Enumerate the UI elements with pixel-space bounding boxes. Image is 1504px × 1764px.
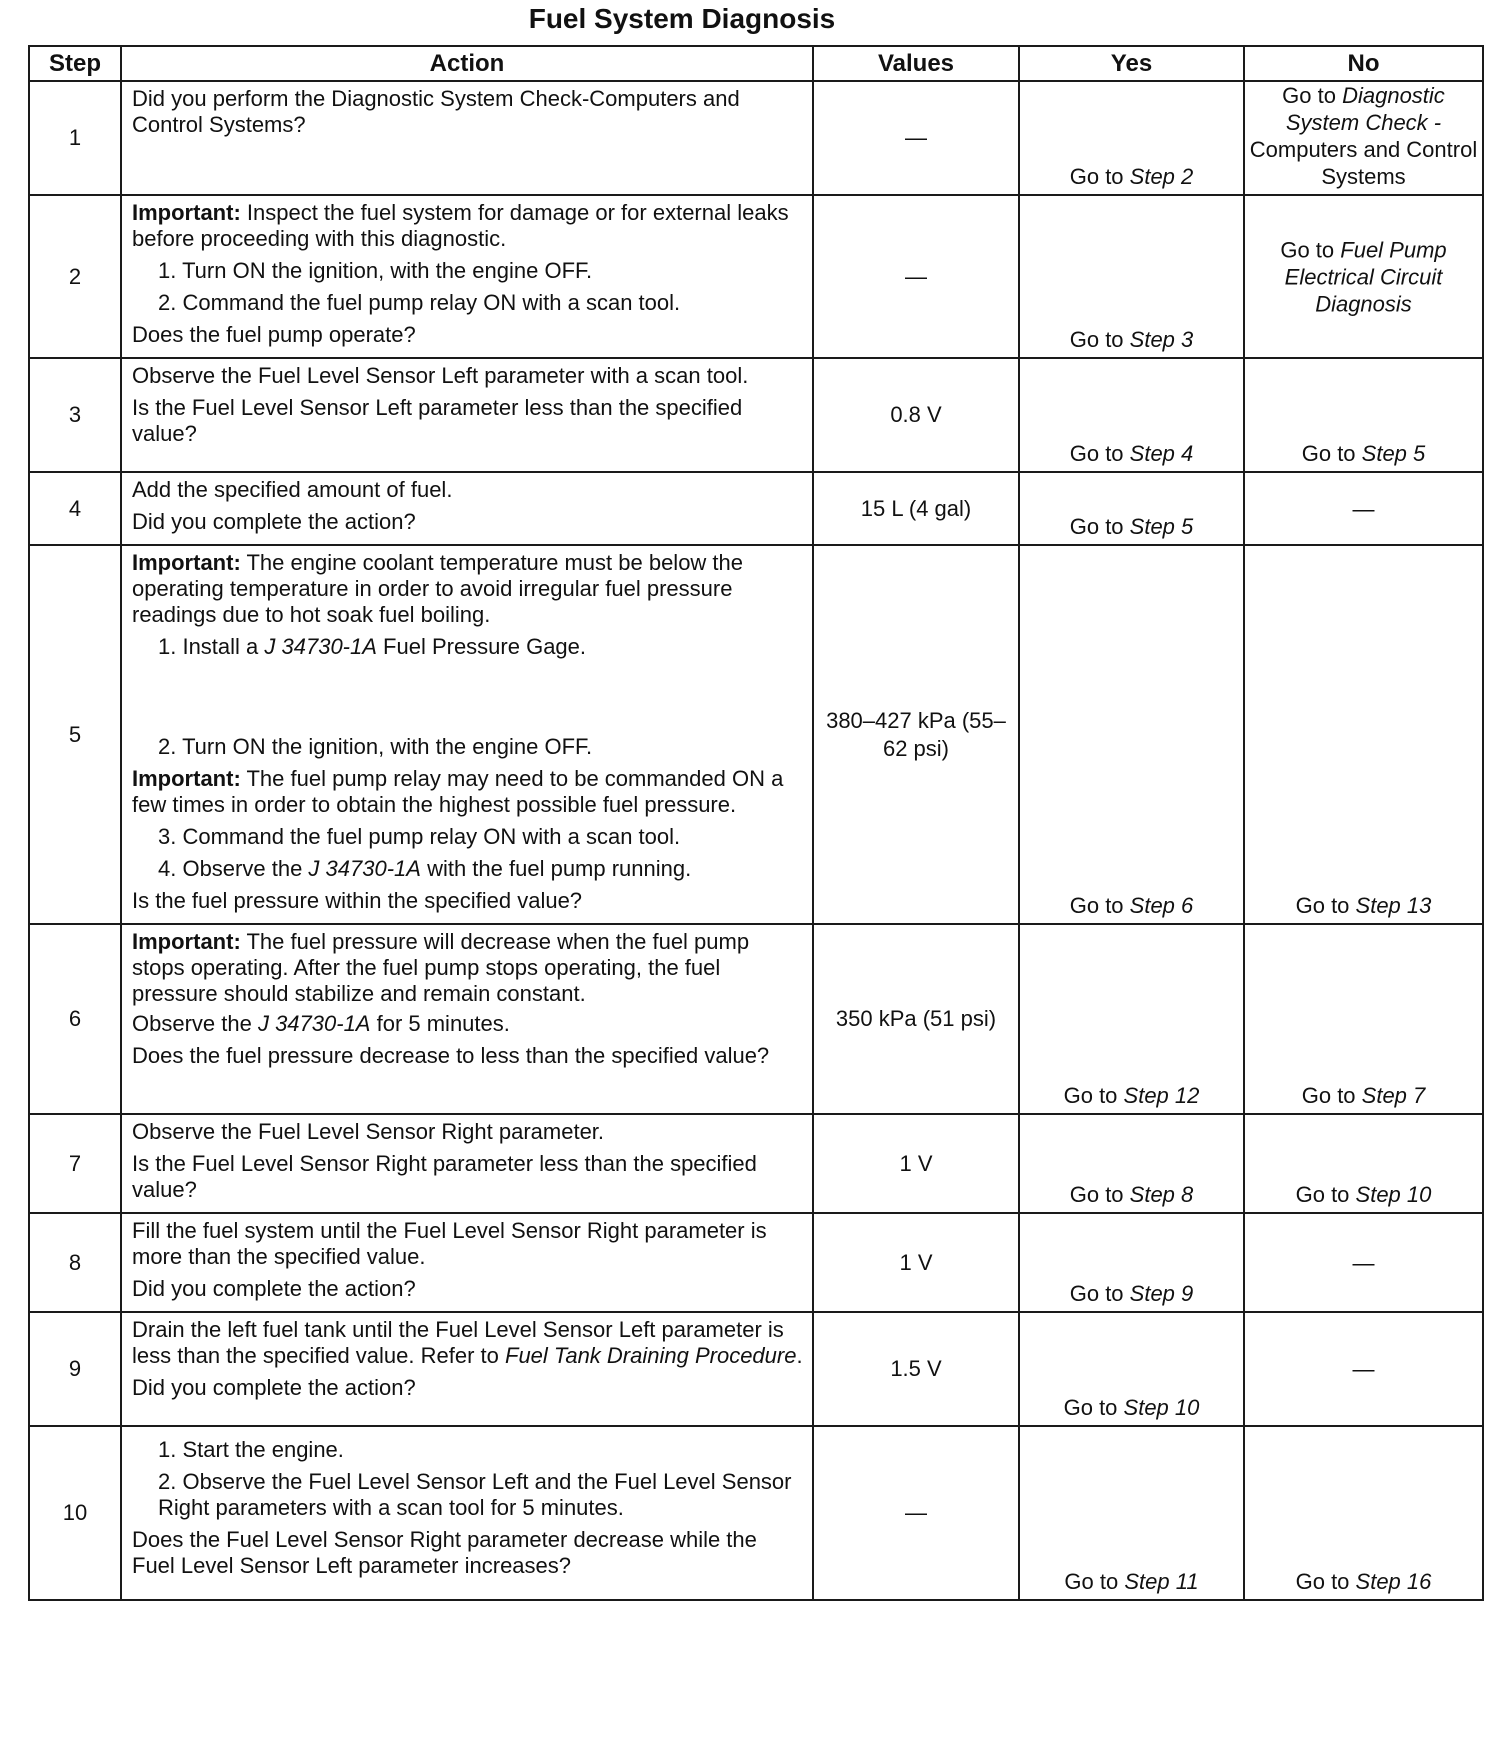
no-go-to <box>1245 82 1482 190</box>
go-to-prefix: Go to <box>1063 1083 1124 1108</box>
step-number: 3 <box>29 358 121 472</box>
go-to-prefix: Go to <box>1301 441 1362 466</box>
specified-value: — <box>813 1426 1019 1600</box>
go-to-prefix: Go to <box>1069 327 1130 352</box>
action-cell <box>121 358 813 472</box>
action-cell <box>121 924 813 1114</box>
go-to-prefix: Go to <box>1069 893 1130 918</box>
action-cell <box>121 545 813 924</box>
go-to-prefix: Go to <box>1069 1182 1130 1207</box>
step-number: 6 <box>29 924 121 1114</box>
step-reference: Step 8 <box>1129 1182 1194 1207</box>
specified-value: 15 L (4 gal) <box>813 472 1019 545</box>
step-reference: Step 11 <box>1124 1569 1199 1594</box>
action-question: Did you complete the action? <box>132 1375 416 1400</box>
table-row <box>29 1114 1483 1213</box>
yes-go-to <box>1020 1181 1243 1208</box>
header-step: Step <box>29 46 121 81</box>
specified-value: 0.8 V <box>813 358 1019 472</box>
no-go-to <box>1245 1181 1482 1208</box>
yes-go-to <box>1020 163 1243 190</box>
specified-value: 1.5 V <box>813 1312 1019 1426</box>
action-text: Add the specified amount of fuel. <box>132 477 453 502</box>
no-go-to <box>1245 1568 1482 1595</box>
action-text <box>132 766 804 818</box>
action-text: Fill the fuel system until the Fuel Level Sensor Right parameter is more than the specified value. <box>132 1218 767 1269</box>
important-text: The fuel pump relay may need to be commanded ON a few times in order to obtain the highest possible fuel pressure. <box>132 766 784 817</box>
step-reference: Step 4 <box>1129 441 1194 466</box>
tool-reference: Fuel Tank Draining Procedure <box>505 1343 797 1368</box>
step-reference: Step 3 <box>1129 327 1194 352</box>
step-reference: Step 12 <box>1123 1083 1200 1108</box>
specified-value: — <box>813 195 1019 358</box>
yes-go-to <box>1020 1568 1243 1595</box>
action-question: Is the fuel pressure within the specified value? <box>132 888 583 913</box>
important-text: Inspect the fuel system for damage or for external leaks before proceeding with this diagnostic. <box>132 200 789 251</box>
action-text-part: with the fuel pump running. <box>420 856 692 881</box>
action-text: Observe the Fuel Level Sensor Right parameter. <box>132 1119 605 1144</box>
action-step: 3. Command the fuel pump relay ON with a scan tool. <box>158 824 681 849</box>
yes-cell <box>1019 1114 1244 1213</box>
yes-cell <box>1019 81 1244 195</box>
specified-value: 350 kPa (51 psi) <box>813 924 1019 1114</box>
action-question: Is the Fuel Level Sensor Right parameter less than the specified value? <box>132 1151 757 1202</box>
action-cell <box>121 195 813 358</box>
yes-go-to <box>1020 1280 1243 1307</box>
action-text-part: Drain the left fuel tank until the Fuel Level Sensor Left parameter is less than the specified value. Refer to <box>132 1317 784 1368</box>
header-yes: Yes <box>1019 46 1244 81</box>
step-reference: Step 6 <box>1129 893 1194 918</box>
action-text <box>132 929 804 1007</box>
action-spacer <box>132 666 804 728</box>
step-reference: Step 9 <box>1129 1281 1194 1306</box>
action-cell <box>121 1114 813 1213</box>
yes-go-to <box>1020 1082 1243 1109</box>
action-question: Does the fuel pressure decrease to less than the specified value? <box>132 1043 770 1068</box>
yes-go-to <box>1020 513 1243 540</box>
action-cell <box>121 1312 813 1426</box>
yes-cell <box>1019 1312 1244 1426</box>
step-reference: Step 7 <box>1361 1083 1426 1108</box>
table-body <box>29 81 1483 1600</box>
action-text <box>132 1011 804 1037</box>
action-step: 2. Command the fuel pump relay ON with a scan tool. <box>158 290 681 315</box>
page-title: Fuel System Diagnosis <box>528 3 836 34</box>
step-reference: Step 5 <box>1129 514 1194 539</box>
specified-value: 1 V <box>813 1213 1019 1312</box>
yes-cell <box>1019 358 1244 472</box>
action-text: Did you perform the Diagnostic System Check-Computers and Control Systems? <box>132 86 740 137</box>
action-text-part: for 5 minutes. <box>370 1011 510 1036</box>
step-number: 5 <box>29 545 121 924</box>
go-to-prefix: Go to <box>1301 1083 1362 1108</box>
go-to-prefix: Go to <box>1282 83 1343 108</box>
go-to-prefix: Go to <box>1069 164 1130 189</box>
yes-cell <box>1019 472 1244 545</box>
no-go-to <box>1245 440 1482 467</box>
no-go-to <box>1245 1082 1482 1109</box>
important-label: Important: <box>132 766 241 791</box>
go-to-prefix: Go to <box>1295 1182 1356 1207</box>
header-action: Action <box>121 46 813 81</box>
table-row <box>29 1426 1483 1600</box>
go-to-prefix: Go to <box>1064 1569 1125 1594</box>
no-cell <box>1244 472 1483 545</box>
action-text-part: 1. Install a <box>158 634 265 659</box>
go-to-prefix: Go to <box>1280 237 1341 262</box>
action-text <box>132 550 804 628</box>
action-text-part: 4. Observe the <box>158 856 309 881</box>
reference-suffix: Computers and Control Systems <box>1249 137 1478 189</box>
yes-cell <box>1019 545 1244 924</box>
no-cell <box>1244 1114 1483 1213</box>
important-label: Important: <box>132 550 241 575</box>
table-row <box>29 1213 1483 1312</box>
action-step: 1. Start the engine. <box>158 1437 344 1462</box>
specified-value: 380–427 kPa (55–62 psi) <box>813 545 1019 924</box>
action-step: 2. Observe the Fuel Level Sensor Left and the Fuel Level Sensor Right parameters with a scan tool for 5 minutes. <box>158 1469 792 1520</box>
tool-reference: J 34730-1A <box>264 634 377 659</box>
action-cell <box>121 472 813 545</box>
action-text <box>132 200 804 252</box>
go-to-prefix: Go to <box>1295 1569 1356 1594</box>
table-row <box>29 1312 1483 1426</box>
table-row <box>29 195 1483 358</box>
yes-go-to <box>1020 440 1243 467</box>
important-label: Important: <box>132 929 241 954</box>
step-reference: Step 5 <box>1361 441 1426 466</box>
yes-go-to <box>1020 326 1243 353</box>
specified-value: 1 V <box>813 1114 1019 1213</box>
important-label: Important: <box>132 200 241 225</box>
table-header-row <box>29 46 1483 81</box>
step-reference: Step 16 <box>1355 1569 1432 1594</box>
action-cell <box>121 81 813 195</box>
step-number: 8 <box>29 1213 121 1312</box>
not-applicable-dash: — <box>1352 496 1375 521</box>
step-number: 4 <box>29 472 121 545</box>
no-cell <box>1244 1213 1483 1312</box>
header-no: No <box>1244 46 1483 81</box>
go-to-prefix: Go to <box>1069 441 1130 466</box>
header-values: Values <box>813 46 1019 81</box>
action-question: Did you complete the action? <box>132 509 416 534</box>
important-text: The engine coolant temperature must be below the operating temperature in order to avoid irregular fuel pressure readings due to hot soak fuel boiling. <box>132 550 744 627</box>
action-step: 1. Turn ON the ignition, with the engine OFF. <box>158 258 593 283</box>
no-go-to <box>1245 892 1482 919</box>
go-to-prefix: Go to <box>1063 1395 1124 1420</box>
no-cell <box>1244 358 1483 472</box>
go-to-prefix: Go to <box>1295 893 1356 918</box>
diagnosis-table <box>28 45 1484 1601</box>
specified-value: — <box>813 81 1019 195</box>
important-text: The fuel pressure will decrease when the fuel pump stops operating. After the fuel pump stops operating, the fuel pressure should stabilize and remain constant. <box>132 929 750 1006</box>
yes-cell <box>1019 1426 1244 1600</box>
action-question: Does the fuel pump operate? <box>132 322 416 347</box>
action-cell <box>121 1426 813 1600</box>
no-cell <box>1244 924 1483 1114</box>
step-reference: Diagnostic System Check - <box>1285 83 1445 135</box>
no-cell <box>1244 81 1483 195</box>
step-number: 2 <box>29 195 121 358</box>
not-applicable-dash: — <box>1352 1356 1375 1382</box>
action-step <box>132 634 804 660</box>
step-number: 1 <box>29 81 121 195</box>
action-question: Does the Fuel Level Sensor Right parameter decrease while the Fuel Level Sensor Left parameter increases? <box>132 1527 757 1578</box>
yes-go-to <box>1020 892 1243 919</box>
no-cell <box>1244 1312 1483 1426</box>
step-reference: Fuel Pump Electrical Circuit Diagnosis <box>1284 237 1447 316</box>
action-text-part: . <box>796 1343 803 1368</box>
action-question: Is the Fuel Level Sensor Left parameter less than the specified value? <box>132 395 743 446</box>
action-cell <box>121 1213 813 1312</box>
action-step: 2. Turn ON the ignition, with the engine OFF. <box>158 734 593 759</box>
not-applicable-dash: — <box>1352 1250 1375 1275</box>
no-cell <box>1244 1426 1483 1600</box>
yes-cell <box>1019 924 1244 1114</box>
go-to-prefix: Go to <box>1069 1281 1130 1306</box>
action-text-part: Observe the <box>132 1011 258 1036</box>
tool-reference: J 34730-1A <box>308 856 421 881</box>
step-number: 10 <box>29 1426 121 1600</box>
action-step <box>132 856 804 882</box>
tool-reference: J 34730-1A <box>257 1011 371 1036</box>
go-to-prefix: Go to <box>1069 514 1130 539</box>
action-text-part: Fuel Pressure Gage. <box>376 634 587 659</box>
no-go-to <box>1245 236 1482 317</box>
table-row <box>29 472 1483 545</box>
step-number: 7 <box>29 1114 121 1213</box>
no-cell <box>1244 195 1483 358</box>
table-row <box>29 545 1483 924</box>
step-reference: Step 2 <box>1129 164 1194 189</box>
action-text: Observe the Fuel Level Sensor Left parameter with a scan tool. <box>132 363 749 388</box>
action-question: Did you complete the action? <box>132 1276 416 1301</box>
step-reference: Step 13 <box>1355 893 1432 918</box>
step-reference: Step 10 <box>1123 1395 1200 1420</box>
step-number: 9 <box>29 1312 121 1426</box>
action-text <box>132 1317 804 1369</box>
yes-cell <box>1019 195 1244 358</box>
yes-cell <box>1019 1213 1244 1312</box>
table-row <box>29 924 1483 1114</box>
table-row <box>29 81 1483 195</box>
yes-go-to <box>1020 1394 1243 1421</box>
table-row <box>29 358 1483 472</box>
no-cell <box>1244 545 1483 924</box>
step-reference: Step 10 <box>1355 1182 1432 1207</box>
